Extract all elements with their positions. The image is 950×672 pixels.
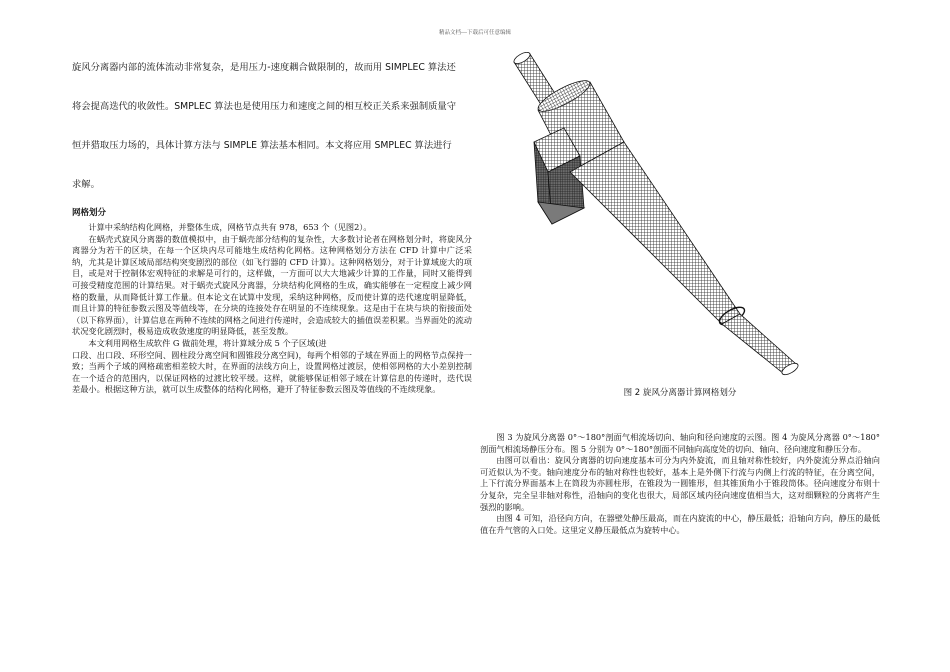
cone-section xyxy=(570,142,740,324)
body-paragraph: 图 3 为旋风分离器 0°～180°剖面气相流场切向、轴向和径向速度的云图。图 4 为旋风分离器 0°～180°剖面气相流场静压分布。图 5 分别为 0°～180°剖面不同轴向高度处的切向、轴向、径向速度和静压分布。 xyxy=(480,432,880,454)
body-paragraph: 口段、出口段、环形空间、圆柱段分离空间和圆锥段分离空间)，每两个相邻的子域在界面上的网格节点保持一致；当两个子域的网格疏密相差较大时，在界面的法线方向上，设置网格过渡层，使相邻网格的大小差别控制在一个适合的范围内，以保证网格的过渡比较平缓。这样，就能够保证相邻子域在计算信息的传递时，迭代误差最小。根据这种方法，就可以生成整体的结构化网格，避开了特征参数云图及等值线的不连续现象。 xyxy=(72,349,472,395)
body-paragraph: 本文利用网格生成软件 G 做前处理，将计算域分成 5 个子区域(进 xyxy=(88,337,327,348)
page-header: 精品文档---下载后可任意编辑 xyxy=(439,30,511,36)
lead-text-line: 求解。 xyxy=(72,179,100,190)
section-heading-mesh: 网格划分 xyxy=(72,208,107,218)
body-paragraph: 计算中采纳结构化网格，并整体生成，网格节点共有 978，653 个（见图2）。 xyxy=(88,222,372,232)
left-column xyxy=(72,62,472,396)
body-paragraph: 在蜗壳式旋风分离器的数值模拟中，由于蜗壳部分结构的复杂性，大多数讨论者在网格划分时，将旋风分离器分为若干的区块，在每一个区块内尽可能地生成结构化网格。这种网格划分方法在 CFD 计算中广泛采纳，尤其是计算区域局部结构突变剧烈的部位（如飞行器的 CFD 计算）。这种网格划分，对于计算域庞大的项目，或是对于控制体宏观特征的求解是可行的，这样做，一方面可以大大地减少计算的工作量，同时又能得到可接受精度范围的计算结果。对于蜗壳式旋风分离器，分块结构化网格的生成，确实能够在一定程度上减少网格的数量，从而降低计算工作量。但本论文在试算中发现，采纳这种网格，反而使计算的迭代速度明显降低，而且计算的特征参数云图及等值线等，在分块的连接处存在明显的不连续现象。这是由于在块与块的衔接面处（以下称界面），计算信息在两种不连续的网格之间进行传递时，会造成较大的插值误差积累。当界面处的流动状况变化剧烈时，极易造成收敛速度的明显降低，甚至发散。 xyxy=(72,233,472,337)
lead-text-line: 旋风分离器内部的流体流动非常复杂，是用压力-速度耦合做限制的，故而用 SIMPLEC 算法还 xyxy=(72,62,456,73)
cyclone-mesh-figure xyxy=(500,52,800,382)
right-text-block xyxy=(480,432,880,536)
body-paragraph: 由图 4 可知，沿径向方向，在器壁处静压最高，而在内旋流的中心，静压最低；沿轴向方向，静压的最低值在升气管的入口处。这里定义静压最低点为旋转中心。 xyxy=(480,513,880,535)
lead-text-line: 恒并猎取压力场的，具体计算方法与 SIMPLE 算法基本相同。本文将应用 SMPLEC 算法进行 xyxy=(72,140,452,151)
body-paragraph: 由图可以看出：旋风分离器的切向速度基本可分为内外旋流，而且轴对称性较好，内外旋流分界点沿轴向可近似认为不变。轴向速度分布的轴对称性也较好，基本上是外侧下行流与内侧上行流的特征，在分离空间，上下行流分界面基本上在筒段为亦圆柱形，在锥段为一圆锥形，但其锥顶角小于锥段筒体。径向速度分布则十分复杂，完全呈非轴对称性，沿轴向的变化也很大，局部区域内径向速度值相当大，这对细颗粒的分离将产生强烈的影响。 xyxy=(480,455,880,512)
lead-text-line: 将会提高迭代的收敛性。SMPLEC 算法也是使用压力和速度之间的相互校正关系来强制质量守 xyxy=(72,101,457,112)
figure-caption: 图 2 旋风分离器计算网格划分 xyxy=(623,388,737,398)
